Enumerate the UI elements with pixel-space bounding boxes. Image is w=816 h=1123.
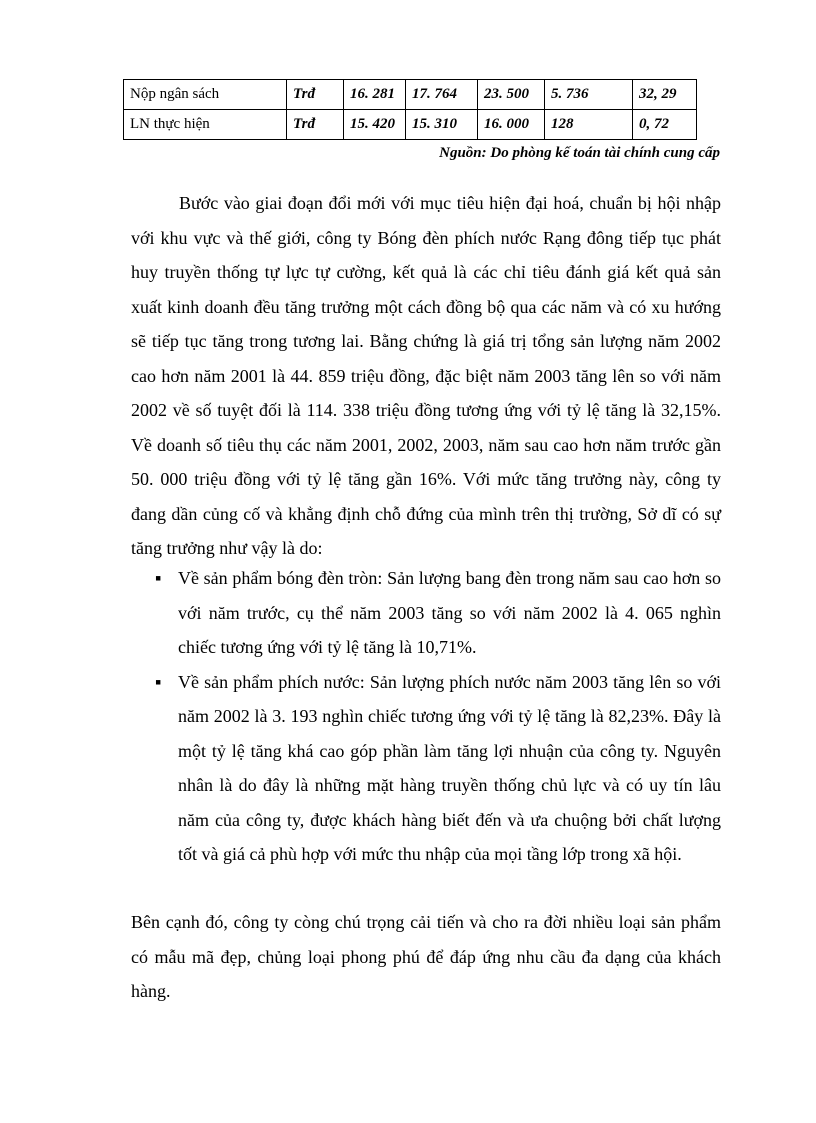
value-cell: 32, 29: [633, 80, 697, 110]
value-cell: 15. 310: [406, 110, 478, 140]
value-cell: 17. 764: [406, 80, 478, 110]
bullet-marker-icon: ▪: [155, 568, 162, 588]
unit-cell: Trđ: [287, 110, 344, 140]
list-item: [131, 665, 721, 872]
table-row: [124, 110, 697, 140]
list-item-text: Về sản phẩm bóng đèn tròn: Sản lượng bang đèn trong năm sau cao hơn so với năm trước, cụ thể năm 2003 tăng so với năm 2002 là 4. 065 nghìn chiếc tương ứng với tỷ lệ tăng là 10,71%.: [178, 568, 721, 657]
unit-cell: Trđ: [287, 80, 344, 110]
value-cell: 16. 281: [344, 80, 406, 110]
value-cell: 0, 72: [633, 110, 697, 140]
list-item: [131, 561, 721, 665]
list-item-text: Về sản phẩm phích nước: Sản lượng phích nước năm 2003 tăng lên so với năm 2002 là 3. 193 nghìn chiếc tương ứng với tỷ lệ tăng là 82,23%. Đây là một tỷ lệ tăng khá cao góp phần làm tăng lợi nhuận của công ty. Nguyên nhân là do đây là những mặt hàng truyền thống chủ lực và có uy tín lâu năm của công ty, được khách hàng biết đến và ưa chuộng bởi chất lượng tốt và giá cả phù hợp với mức thu nhập của mọi tầng lớp trong xã hội.: [178, 671, 721, 864]
table-row: [124, 80, 697, 110]
value-cell: 23. 500: [478, 80, 545, 110]
intro-paragraph: Bước vào giai đoạn đổi mới với mục tiêu hiện đại hoá, chuẩn bị hội nhập với khu vực và thế giới, công ty Bóng đèn phích nước Rạng đông tiếp tục phát huy truyền thống tự lực tự cường, kết quả là các chỉ tiêu đánh giá kết quả sản xuất kinh doanh đều tăng trưởng một cách đồng bộ qua các năm và có xu hướng sẽ tiếp tục tăng trong tương lai. Bằng chứng là giá trị tổng sản lượng năm 2002 cao hơn năm 2001 là 44. 859 triệu đồng, đặc biệt năm 2003 tăng lên so với năm 2002 về số tuyệt đối là 114. 338 triệu đồng tương ứng với tỷ lệ tăng là 32,15%. Về doanh số tiêu thụ các năm 2001, 2002, 2003, năm sau cao hơn năm trước gần 50. 000 triệu đồng với tỷ lệ tăng gần 16%. Với mức tăng trưởng này, công ty đang dần củng cố và khẳng định chỗ đứng của mình trên thị trường, Sở dĩ có sự tăng trưởng như vậy là do:: [131, 193, 721, 558]
value-cell: 15. 420: [344, 110, 406, 140]
source-note: Nguồn: Do phòng kế toán tài chính cung cấp: [439, 145, 720, 161]
bullet-marker-icon: ▪: [155, 671, 162, 692]
closing-paragraph: Bên cạnh đó, công ty còng chú trọng cải tiến và cho ra đời nhiều loại sản phẩm có mẫu mã đẹp, chủng loại phong phú để đáp ứng nhu cầu đa dạng của khách hàng.: [131, 912, 721, 1001]
value-cell: 5. 736: [545, 80, 633, 110]
bullet-list: [131, 561, 721, 872]
row-label: LN thực hiện: [124, 110, 287, 140]
row-label: Nộp ngân sách: [124, 80, 287, 110]
data-table: [123, 79, 697, 140]
value-cell: 16. 000: [478, 110, 545, 140]
value-cell: 128: [545, 110, 633, 140]
